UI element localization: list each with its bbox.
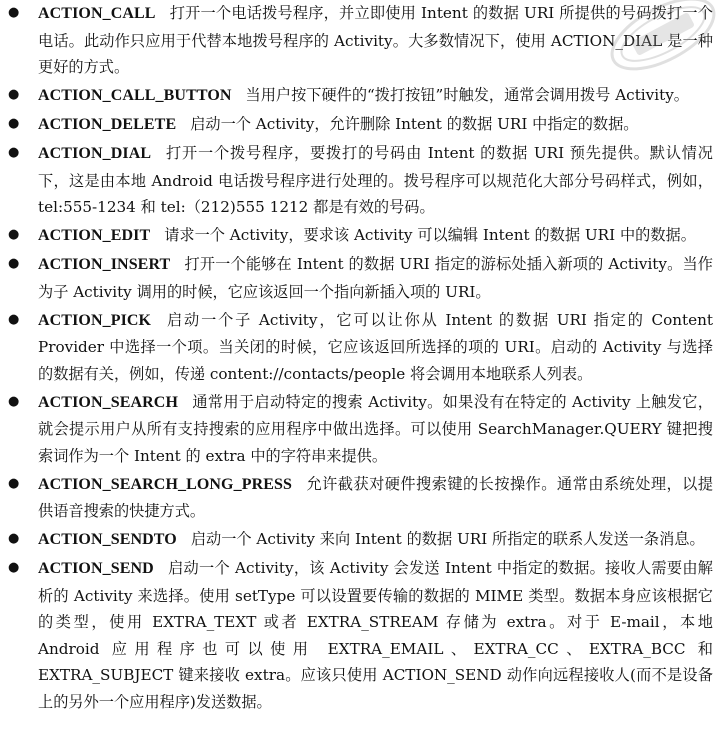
bullet-icon: ● [8, 116, 20, 131]
list-item [8, 555, 713, 715]
action-description: 请求一个 Activity，要求该 Activity 可以编辑 Intent 的数据 URI 中的数据。 [164, 226, 696, 244]
action-description: 允许截获对硬件搜索键的长按操作。通常由系统处理，以提供语音搜索的快捷方式。 [38, 474, 713, 520]
list-item [8, 140, 713, 221]
intent-action-list [8, 0, 713, 715]
list-item [8, 111, 713, 139]
bullet-icon: ● [8, 531, 20, 546]
action-description: 启动一个 Activity，允许删除 Intent 的数据 URI 中指定的数据。 [190, 115, 639, 133]
action-term: ACTION_DELETE [38, 116, 177, 133]
action-description: 打开一个拨号程序，要拨打的号码由 Intent 的数据 URI 预先提供。默认情况下，这是由本地 Android 电话拨号程序进行处理的。拨号程序可以规范化大部分号码样式，例如，tel:555-1234 和 tel:（212)555 1212 都是有效的号码。 [38, 144, 713, 216]
bullet-icon: ● [8, 256, 20, 271]
list-item [8, 251, 713, 305]
list-item [8, 307, 713, 388]
list-item [8, 222, 713, 250]
action-term: ACTION_SEARCH [38, 393, 178, 411]
bullet-icon: ● [8, 393, 20, 409]
action-term: ACTION_CALL_BUTTON [38, 87, 232, 104]
bullet-icon: ● [8, 311, 20, 327]
action-description: 当用户按下硬件的“拨打按钮”时触发，通常会调用拨号 Activity。 [245, 86, 689, 104]
bullet-icon: ● [8, 145, 20, 160]
list-item [8, 526, 713, 554]
action-description: 打开一个电话拨号程序，并立即使用 Intent 的数据 URI 所提供的号码拨打一个电话。此动作只应用于代替本地拨号程序的 Activity。大多数情况下，使用 ACTION_DIAL 是一种更好的方式。 [38, 4, 713, 76]
action-description: 通常用于启动特定的搜索 Activity。如果没有在特定的 Activity 上触发它，就会提示用户从所有支持搜索的应用程序中做出选择。可以使用 SearchManager.QUERY 键把搜索词作为一个 Intent 的 extra 中的字符串来提供。 [38, 392, 713, 465]
action-description: 打开一个能够在 Intent 的数据 URI 指定的游标处插入新项的 Activity。当作为子 Activity 调用的时候，它应该返回一个指向新插入项的 URI。 [38, 255, 713, 301]
action-term: ACTION_INSERT [38, 256, 171, 273]
action-description: 启动一个 Activity，该 Activity 会发送 Intent 中指定的数据。接收人需要由解析的 Activity 来选择。使用 setType 可以设置要传输的数据的 MIME 类型。数据本身应该根据它的类型，使用 EXTRA_TEXT 或者 EXTRA_STREAM 存储为 extra。对于 E-mail，本地 Android 应用程序也可以使用 EXTRA_EMAIL、EXTRA_CC、EXTRA_BCC 和 EXTRA_SUBJECT 键来接收 extra。应该只使用 ACTION_SEND 动作向远程接收人(而不是设备上的另外一个应用程序)发送数据。 [38, 559, 713, 711]
action-description: 启动一个 Activity 来向 Intent 的数据 URI 所指定的联系人发送一条消息。 [190, 530, 705, 548]
action-term: ACTION_SEARCH_LONG_PRESS [38, 475, 293, 493]
bullet-icon: ● [8, 5, 20, 20]
bullet-icon: ● [8, 560, 20, 575]
action-term: ACTION_SENDTO [38, 531, 177, 548]
bullet-icon: ● [8, 87, 20, 102]
action-term: ACTION_EDIT [38, 227, 151, 244]
bullet-icon: ● [8, 227, 20, 242]
list-item [8, 0, 713, 81]
list-item [8, 82, 713, 110]
list-item [8, 389, 713, 470]
bullet-icon: ● [8, 475, 20, 491]
action-term: ACTION_CALL [38, 5, 156, 22]
action-term: ACTION_PICK [38, 311, 152, 329]
action-term: ACTION_SEND [38, 560, 154, 577]
action-term: ACTION_DIAL [38, 145, 152, 162]
list-item [8, 471, 713, 525]
action-description: 启动一个子 Activity，它可以让你从 Intent 的数据 URI 指定的 Content Provider 中选择一个项。当关闭的时候，它应该返回所选择的项的 URI。启动的 Activity 与选择的数据有关，例如，传递 content://contacts/people 将会调用本地联系人列表。 [38, 310, 713, 383]
